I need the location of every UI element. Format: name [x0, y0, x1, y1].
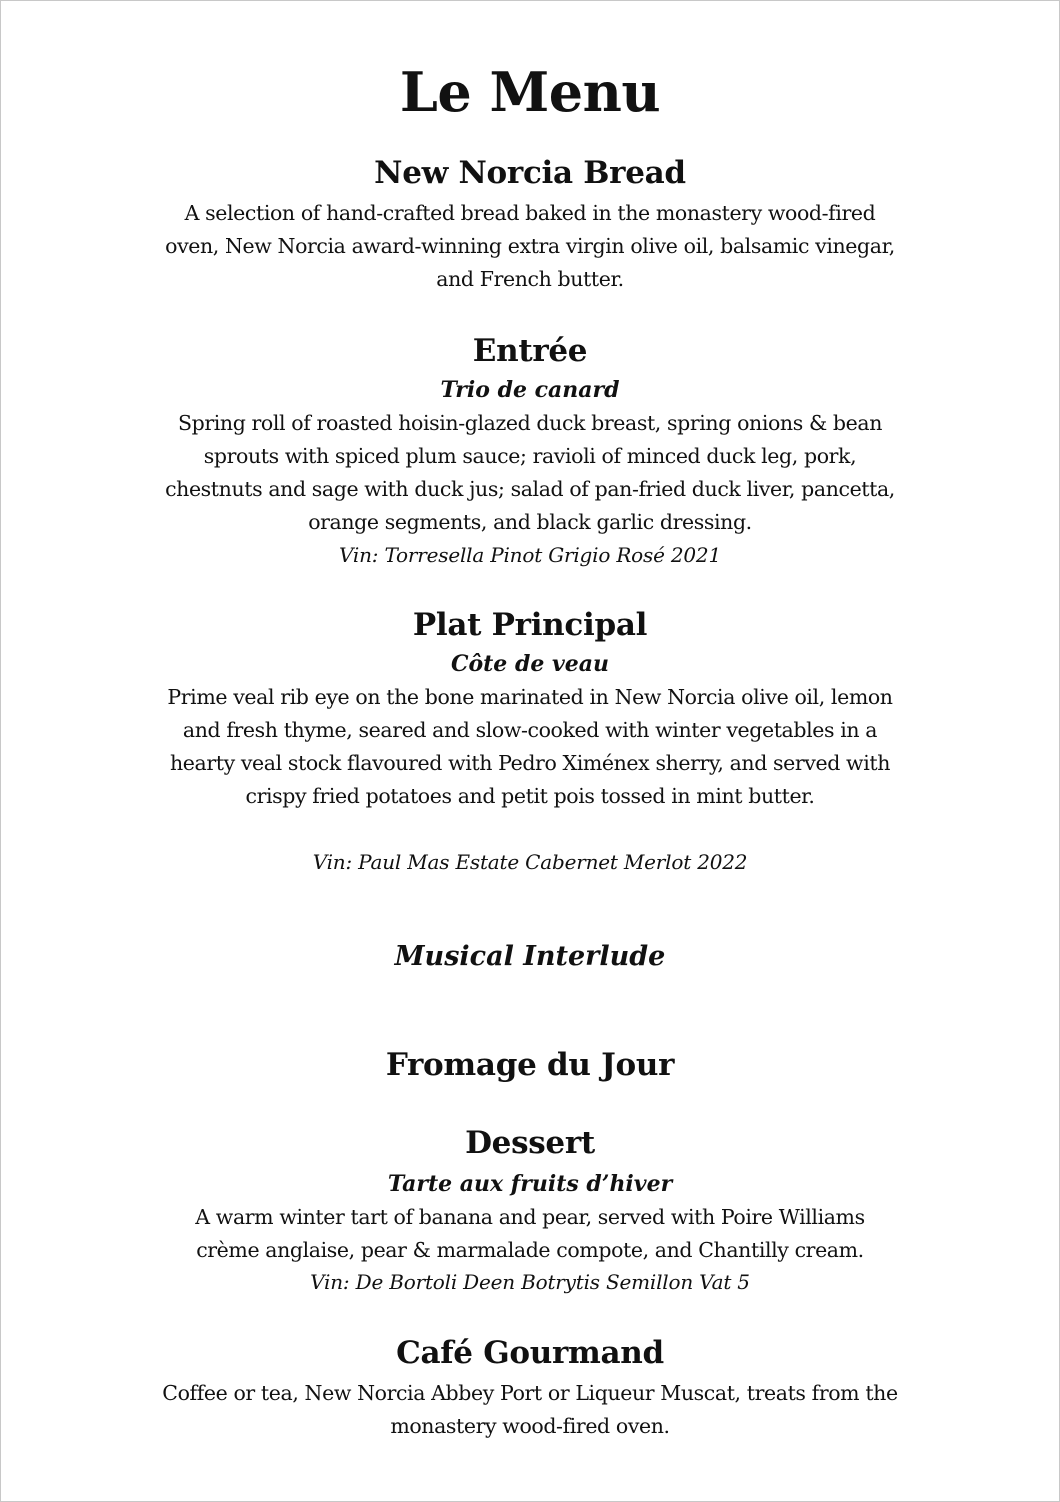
main-heading: Plat Principal [412, 607, 648, 643]
entree-dish-name: Trio de canard [440, 377, 620, 403]
main-dish-name: Côte de veau [450, 651, 610, 677]
dessert-description: A warm winter tart of banana and pear, served with Poire Williams crème anglaise, pear & marmalade compote, and Chantilly cream. [195, 1205, 865, 1262]
dessert-heading: Dessert [465, 1125, 595, 1161]
page-title: Le Menu [399, 60, 661, 124]
coffee-description: Coffee or tea, New Norcia Abbey Port or Liqueur Muscat, treats from the monastery wood-fired oven. [162, 1381, 898, 1438]
main-description: Prime veal rib eye on the bone marinated in New Norcia olive oil, lemon and fresh thyme, seared and slow-cooked with winter vegetables in a hearty veal stock flavoured with Pedro Ximénex sherry, and served with crispy fried potatoes and petit pois tossed in mint butter. [167, 685, 893, 808]
entree-heading: Entrée [472, 333, 588, 369]
main-wine: Vin: Paul Mas Estate Cabernet Merlot 2022 [312, 850, 748, 874]
bread-description: A selection of hand-crafted bread baked in the monastery wood-fired oven, New Norcia award-winning extra virgin olive oil, balsamic vinegar, and French butter. [165, 201, 895, 291]
bread-heading: New Norcia Bread [374, 155, 686, 191]
cheese-heading: Fromage du Jour [385, 1047, 675, 1083]
dessert-wine: Vin: De Bortoli Deen Botrytis Semillon Vat 5 [310, 1270, 750, 1294]
coffee-heading: Café Gourmand [396, 1335, 664, 1371]
dessert-dish-name: Tarte aux fruits d’hiver [387, 1171, 673, 1197]
entree-wine: Vin: Torresella Pinot Grigio Rosé 2021 [339, 543, 721, 567]
musical-interlude: Musical Interlude [394, 941, 666, 972]
entree-description: Spring roll of roasted hoisin-glazed duck breast, spring onions & bean sprouts with spiced plum sauce; ravioli of minced duck leg, pork, chestnuts and sage with duck jus; salad of pan-fried duck liver, pancetta, orange segments, and black garlic dressing. [165, 411, 895, 534]
